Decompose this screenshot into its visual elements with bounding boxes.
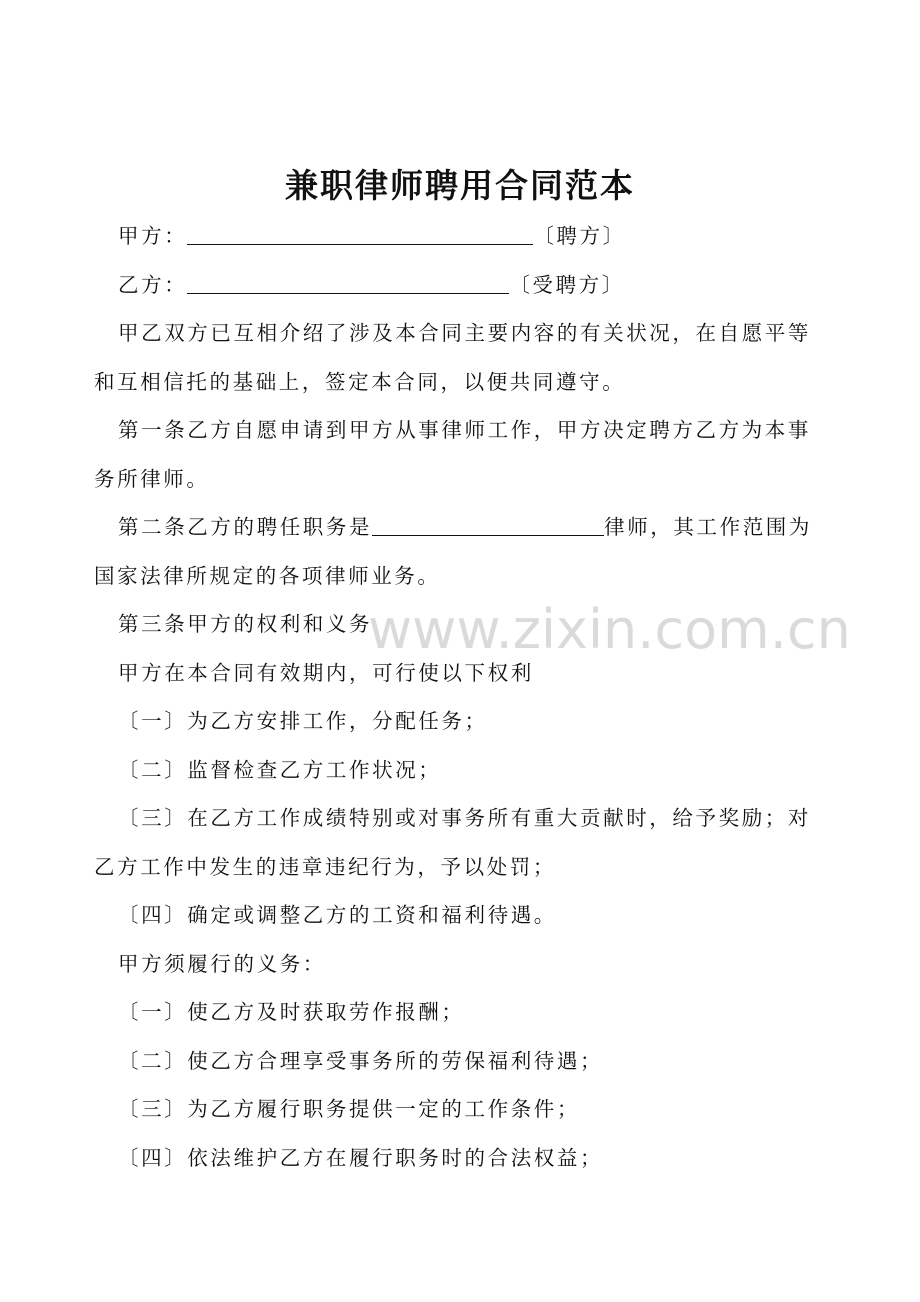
party-b-suffix: 〔受聘方〕 [509, 272, 625, 297]
rights-intro: 甲方在本合同有效期内，可行使以下权利 [118, 660, 534, 685]
article-3-heading: 第三条甲方的权利和义务 [118, 612, 373, 636]
rights-item-4: 〔四〕确定或调整乙方的工资和福利待遇。 [118, 903, 557, 927]
article-2-suffix: 律师，其工作范围为国家法律所规定的各项律师业务。 [94, 515, 813, 588]
contract-body [94, 212, 834, 1182]
rights-item-1: 〔一〕为乙方安排工作，分配任务； [118, 709, 488, 733]
article-2 [94, 503, 834, 600]
intro-paragraph: 甲乙双方已互相介绍了涉及本合同主要内容的有关状况，在自愿平等和互相信托的基础上，签定本合同，以便共同遵守。 [94, 321, 811, 394]
duties-item-1: 〔一〕使乙方及时获取劳作报酬； [118, 1000, 465, 1024]
party-b-line [94, 261, 834, 310]
party-b-label: 乙方： [118, 272, 188, 297]
party-a-blank [187, 224, 533, 245]
party-b-blank [187, 273, 509, 294]
position-blank [372, 515, 604, 536]
document-title: 兼职律师聘用合同范本 [285, 166, 635, 205]
rights-item-3: 〔三〕在乙方工作成绩特别或对事务所有重大贡献时，给予奖励；对乙方工作中发生的违章违纪行为，予以处罚； [94, 806, 811, 879]
party-a-suffix: 〔聘方〕 [533, 224, 626, 248]
party-a-line [94, 212, 834, 261]
article-2-prefix: 第二条乙方的聘任职务是 [118, 515, 373, 539]
watermark-text: www.zixin.com.cn [368, 598, 851, 661]
article-1: 第一条乙方自愿申请到甲方从事律师工作，甲方决定聘方乙方为本事务所律师。 [94, 418, 811, 491]
rights-item-2: 〔二〕监督检查乙方工作状况； [118, 757, 442, 782]
party-a-label: 甲方： [118, 224, 188, 248]
duties-item-4: 〔四〕依法维护乙方在履行职务时的合法权益； [118, 1145, 604, 1170]
duties-item-2: 〔二〕使乙方合理享受事务所的劳保福利待遇； [118, 1048, 604, 1073]
duties-item-3: 〔三〕为乙方履行职务提供一定的工作条件； [118, 1097, 580, 1121]
duties-intro: 甲方须履行的义务： [118, 951, 326, 976]
